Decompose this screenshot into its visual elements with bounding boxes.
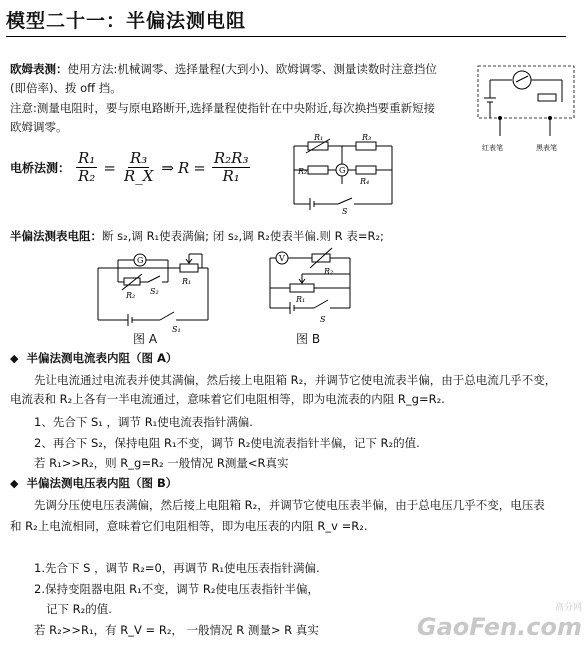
section-a-line1: 先让电流通过电流表并使其满偏，然后接上电阻箱 R₂，并调节它使电流表半偏，由于总电流几乎不变， [34, 373, 557, 387]
ohmmeter-text1: 使用方法:机械调零、选择量程(大到小)、欧姆调零、测量读数时注意挡位 [67, 62, 437, 76]
bridge-comp-g: G [339, 166, 346, 175]
figure-b-diagram [250, 244, 370, 330]
fig-b-r1: R₁ [296, 295, 306, 304]
fig-b-r2: R₂ [324, 267, 334, 276]
formula-r2: R₂ [78, 167, 96, 185]
bridge-comp-r1: R₁ [314, 133, 324, 142]
halfdef-text: 断 s₂,调 R₁使表满偏; 闭 s₂,调 R₂使表半偏.则 R 表=R₂; [102, 229, 384, 243]
section-a-step3: 若 R₁>>R₂，则 R_g=R₂ 一般情况 R测量<R真实 [34, 456, 289, 470]
section-b-heading: ◆ 半偏法测电压表内阻（图 B） [10, 476, 178, 490]
halfdef-label: 半偏法测表电阻： [10, 229, 102, 243]
section-a-line2: 电流表和 R₂上各有一半电流通过，意味着它们电阻相等，即为电流表的内阻 R_g=R₂. [10, 392, 445, 406]
ohmmeter-line1 [10, 60, 437, 78]
section-b-line2: 和 R₂上电流相同，意味着它们电阻相等，即为电压表的内阻 R_v =R₂. [10, 519, 368, 533]
ohmmeter-note1: 注意:测量电阻时，要与原电路断开,选择量程使指针在中央附近,每次换挡要重新短接 [10, 101, 436, 115]
halfdef-line [10, 227, 384, 245]
bridge-comp-r2: R₂ [298, 167, 308, 176]
bridge-comp-r3: R₃ [362, 133, 372, 142]
figure-b-caption: 图 B [296, 332, 321, 346]
section-b-step4: 若 R₂>>R₁，有 R_V = R₂， 一般情况 R 测量> R 真实 [34, 623, 319, 637]
section-a-step2: 2、再合下 S₂，保持电阻 R₁不变，调节 R₂使电流表指针半偏，记下 R₂的值. [34, 436, 420, 450]
section-b-step2: 2.保持变阻器电阻 R₁不变，调节 R₂使电压表指针半偏， [34, 582, 319, 596]
probe-red-label: 红表笔 [482, 144, 503, 152]
probe-black-label: 黑表笔 [536, 144, 557, 152]
section-b-line1: 先调分压使电压表满偏，然后接上电阻箱 R₂，并调节它使电压表半偏，由于总电压几乎不变，电压表 [34, 498, 545, 512]
watermark-sub: 高分网 [554, 603, 582, 613]
formula-r: R [177, 158, 190, 177]
ohmmeter-line2: (即倍率)、拨 off 挡。 [10, 81, 122, 95]
bridge-comp-s: S [342, 207, 348, 216]
title-divider [6, 36, 566, 37]
fig-a-r1: R₁ [182, 277, 192, 286]
figure-a-caption: 图 A [133, 332, 158, 346]
section-b-step1: 1.先合下 S ，调节 R₂=0，再调节 R₁使电压表指针满偏. [34, 561, 320, 575]
section-a-bullet: ◆ [10, 352, 19, 365]
section-a-heading: ◆ 半偏法测电流表内阻（图 A） [10, 351, 178, 365]
section-a-step1: 1、先合下 S₁ ，调节 R₁使电流表指针满偏. [34, 415, 253, 429]
fig-a-s1: S₁ [172, 325, 181, 334]
bridge-formula: 电桥法测： $\frac{\text{R₁}}{\text{R₂}}$ = $\frac{\text{R₃}}{R\_X}$ ⇒ R = $\frac{\text{R₂R₃}}{\text{R₁}}$ [10, 149, 249, 185]
watermark-logo: 高分网 GaoFen.com [417, 600, 582, 641]
fig-a-g: G [137, 256, 144, 265]
formula-r1: R₁ [78, 149, 96, 167]
fig-a-s2: S₂ [150, 287, 159, 296]
bridge-diagram [288, 133, 408, 216]
bridge-label: 电桥法测： [10, 161, 71, 175]
page-title: 模型二十一：半偏法测电阻 [6, 10, 247, 32]
formula-r3: R₃ [129, 149, 148, 167]
ohmmeter-note2: 欧姆调零。 [10, 120, 68, 134]
fig-b-s: S [320, 315, 326, 324]
section-b-step3: 记下 R₂的值. [46, 602, 112, 616]
formula-rx: R_X [123, 167, 154, 185]
fig-b-v: V [279, 254, 285, 263]
figure-a-diagram [88, 248, 218, 334]
ohmmeter-label: 欧姆表测： [10, 62, 68, 76]
ohmmeter-diagram [470, 62, 582, 154]
formula-r1-den: R₁ [222, 167, 240, 185]
bridge-comp-r4: R₄ [360, 177, 370, 186]
formula-r2r3: R₂R₃ [213, 149, 249, 167]
section-b-bullet: ◆ [10, 477, 19, 490]
fig-a-r2: R₂ [126, 291, 136, 300]
